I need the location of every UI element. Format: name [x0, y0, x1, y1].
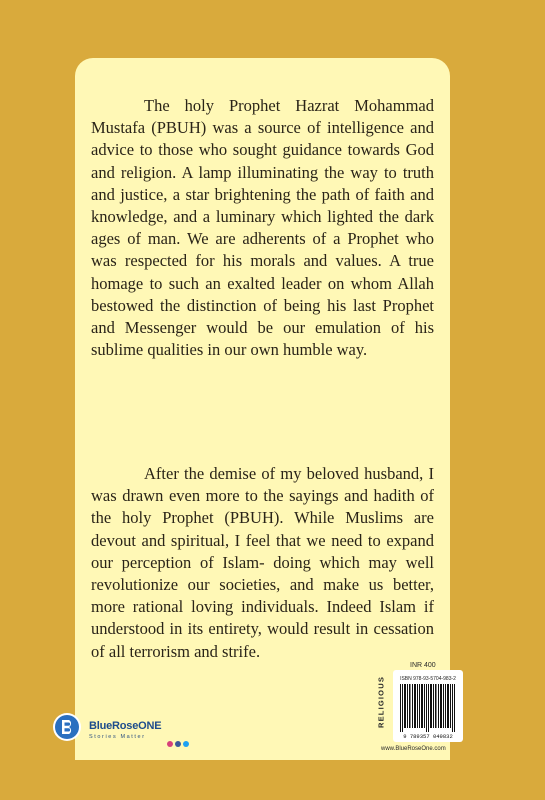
text-panel — [75, 58, 450, 760]
social-icons — [167, 741, 189, 747]
isbn-text: ISBN 978-93-5704-983-2 — [400, 676, 456, 682]
instagram-icon — [167, 741, 173, 747]
publisher-tagline: Stories Matter — [89, 734, 146, 740]
twitter-icon — [183, 741, 189, 747]
bluerose-logo-icon — [52, 712, 82, 742]
barcode — [393, 670, 463, 742]
price-label: INR 400 — [410, 662, 436, 669]
facebook-icon — [175, 741, 181, 747]
blurb-paragraph-1: The holy Prophet Hazrat Mohammad Mustafa (PBUH) was a source of intelligence and advice to those who sought guidance towards God and religion. A lamp illuminating the way to truth and justice, a star brightening the path of faith and knowledge, and a luminary which lighted the dark ages of man. We are adherents of a Prophet who was respected for his morals and values. A true homage to such an exalted leader on whom Allah bestowed the distinction of being his last Prophet and Messenger would be our emulation of his sublime qualities in our own humble way. — [91, 96, 434, 360]
publisher-name — [89, 720, 161, 732]
genre-label: RELIGIOUS — [376, 675, 386, 729]
blurb-paragraph-2: After the demise of my beloved husband, I was drawn even more to the sayings and hadith of the holy Prophet (PBUH). While Muslims are devout and spiritual, I feel that we need to expand our perception of Islam- doing which may well revolutionize our societies, and make us better, more rational loving individuals. Indeed Islam if understood in its entirety, would result in cessation of all terrorism and strife. — [91, 464, 434, 661]
publisher-name-suffix: ONE — [138, 720, 162, 732]
barcode-bars — [399, 684, 457, 732]
publisher-website: www.BlueRoseOne.com — [381, 746, 446, 752]
publisher-name-main: BlueRose — [89, 720, 139, 732]
barcode-digits: 9 789357 049832 — [403, 733, 453, 740]
